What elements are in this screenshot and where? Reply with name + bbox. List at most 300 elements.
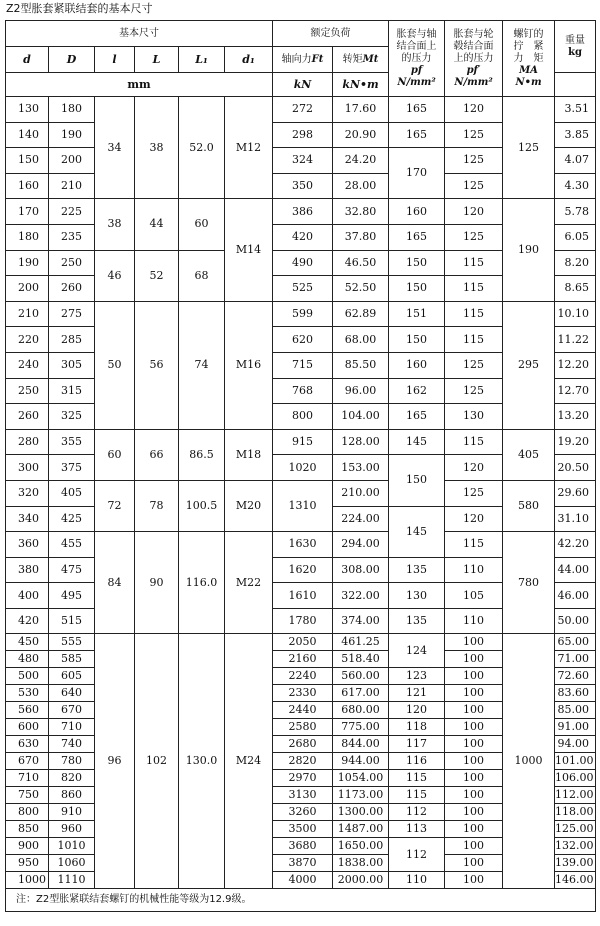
cell-l: 96 — [95, 634, 135, 889]
cell-pf: 151 — [389, 301, 445, 327]
cell-L1: 60 — [179, 199, 225, 250]
cell-pf: 123 — [389, 668, 445, 685]
cell-D: 375 — [49, 455, 95, 481]
cell-Mt: 844.00 — [333, 736, 389, 753]
cell-L1: 74 — [179, 301, 225, 429]
cell-Mt: 294.00 — [333, 532, 389, 558]
cell-d: 260 — [6, 404, 49, 430]
cell-w: 125.00 — [555, 821, 596, 838]
cell-pf2: 100 — [445, 702, 503, 719]
cell-Mt: 96.00 — [333, 378, 389, 404]
cell-D: 1010 — [49, 838, 95, 855]
cell-Mt: 1838.00 — [333, 855, 389, 872]
cell-Mt: 20.90 — [333, 122, 389, 148]
cell-d1: M14 — [225, 199, 273, 301]
cell-pf2: 125 — [445, 148, 503, 174]
header-basic-dimensions: 基本尺寸 — [6, 21, 273, 47]
table-row — [6, 634, 596, 651]
cell-w: 6.05 — [555, 224, 596, 250]
cell-Ft: 1780 — [273, 608, 333, 634]
cell-pf2: 115 — [445, 327, 503, 353]
cell-pf: 118 — [389, 719, 445, 736]
cell-D: 710 — [49, 719, 95, 736]
cell-pf2: 120 — [445, 506, 503, 532]
cell-Mt: 52.50 — [333, 276, 389, 302]
cell-w: 65.00 — [555, 634, 596, 651]
cell-Ft: 2580 — [273, 719, 333, 736]
col-d1: d₁ — [225, 47, 273, 73]
cell-w: 50.00 — [555, 608, 596, 634]
cell-d1: M18 — [225, 429, 273, 480]
cell-pf2: 115 — [445, 429, 503, 455]
dimension-table — [5, 20, 596, 912]
cell-D: 585 — [49, 651, 95, 668]
cell-pf2: 120 — [445, 97, 503, 123]
table-row — [6, 97, 596, 123]
cell-pf: 162 — [389, 378, 445, 404]
cell-Ft: 915 — [273, 429, 333, 455]
cell-D: 820 — [49, 770, 95, 787]
cell-pf: 116 — [389, 753, 445, 770]
cell-D: 670 — [49, 702, 95, 719]
cell-Ft: 3260 — [273, 804, 333, 821]
cell-D: 740 — [49, 736, 95, 753]
cell-D: 555 — [49, 634, 95, 651]
cell-w: 10.10 — [555, 301, 596, 327]
cell-w: 71.00 — [555, 651, 596, 668]
cell-D: 250 — [49, 250, 95, 276]
cell-D: 275 — [49, 301, 95, 327]
cell-pf: 150 — [389, 250, 445, 276]
cell-pf2: 100 — [445, 787, 503, 804]
cell-L: 102 — [135, 634, 179, 889]
cell-pf2: 115 — [445, 276, 503, 302]
cell-w: 85.00 — [555, 702, 596, 719]
cell-MA: 125 — [503, 97, 555, 199]
cell-l: 46 — [95, 250, 135, 301]
cell-Mt: 1054.00 — [333, 770, 389, 787]
cell-Ft: 4000 — [273, 872, 333, 889]
cell-Ft: 350 — [273, 173, 333, 199]
cell-pf: 110 — [389, 872, 445, 889]
cell-d1: M20 — [225, 480, 273, 531]
cell-L: 44 — [135, 199, 179, 250]
cell-pf2: 125 — [445, 173, 503, 199]
cell-d: 400 — [6, 583, 49, 609]
cell-pf2: 125 — [445, 352, 503, 378]
cell-pf: 160 — [389, 199, 445, 225]
cell-d: 280 — [6, 429, 49, 455]
cell-w: 29.60 — [555, 480, 596, 506]
cell-d: 240 — [6, 352, 49, 378]
cell-L1: 116.0 — [179, 532, 225, 634]
cell-pf: 135 — [389, 608, 445, 634]
cell-pf2: 100 — [445, 855, 503, 872]
cell-pf2: 100 — [445, 634, 503, 651]
cell-Ft: 800 — [273, 404, 333, 430]
cell-Ft: 599 — [273, 301, 333, 327]
cell-D: 355 — [49, 429, 95, 455]
table-row — [6, 199, 596, 225]
cell-Mt: 944.00 — [333, 753, 389, 770]
cell-d: 530 — [6, 685, 49, 702]
cell-pf2: 100 — [445, 753, 503, 770]
cell-w: 91.00 — [555, 719, 596, 736]
cell-Ft: 2680 — [273, 736, 333, 753]
cell-d: 670 — [6, 753, 49, 770]
cell-pf2: 100 — [445, 651, 503, 668]
cell-D: 495 — [49, 583, 95, 609]
unit-mm: mm — [6, 73, 273, 97]
cell-pf: 124 — [389, 634, 445, 668]
cell-Mt: 308.00 — [333, 557, 389, 583]
cell-w: 42.20 — [555, 532, 596, 558]
cell-D: 1060 — [49, 855, 95, 872]
cell-w: 12.70 — [555, 378, 596, 404]
cell-L: 78 — [135, 480, 179, 531]
cell-L: 90 — [135, 532, 179, 634]
cell-d: 480 — [6, 651, 49, 668]
cell-Mt: 37.80 — [333, 224, 389, 250]
header-weight: 重量 kg — [555, 21, 596, 73]
cell-d: 140 — [6, 122, 49, 148]
cell-Mt: 68.00 — [333, 327, 389, 353]
cell-D: 225 — [49, 199, 95, 225]
cell-w: 5.78 — [555, 199, 596, 225]
table-row — [6, 429, 596, 455]
cell-D: 200 — [49, 148, 95, 174]
cell-pf2: 100 — [445, 685, 503, 702]
cell-w: 31.10 — [555, 506, 596, 532]
cell-d: 160 — [6, 173, 49, 199]
cell-Mt: 374.00 — [333, 608, 389, 634]
cell-pf: 115 — [389, 787, 445, 804]
cell-pf2: 120 — [445, 199, 503, 225]
cell-d: 560 — [6, 702, 49, 719]
cell-d: 900 — [6, 838, 49, 855]
cell-w: 8.20 — [555, 250, 596, 276]
cell-d: 200 — [6, 276, 49, 302]
cell-d: 220 — [6, 327, 49, 353]
cell-D: 285 — [49, 327, 95, 353]
cell-w: 4.30 — [555, 173, 596, 199]
cell-MA: 580 — [503, 480, 555, 531]
cell-MA: 295 — [503, 301, 555, 429]
cell-D: 325 — [49, 404, 95, 430]
cell-L: 38 — [135, 97, 179, 199]
cell-MA: 1000 — [503, 634, 555, 889]
cell-D: 780 — [49, 753, 95, 770]
cell-w: 3.51 — [555, 97, 596, 123]
cell-d: 1000 — [6, 872, 49, 889]
cell-Mt: 1173.00 — [333, 787, 389, 804]
cell-Ft: 1610 — [273, 583, 333, 609]
cell-Ft: 3500 — [273, 821, 333, 838]
cell-Mt: 518.40 — [333, 651, 389, 668]
cell-D: 605 — [49, 668, 95, 685]
cell-Ft: 2820 — [273, 753, 333, 770]
cell-w: 72.60 — [555, 668, 596, 685]
cell-Mt: 775.00 — [333, 719, 389, 736]
cell-D: 315 — [49, 378, 95, 404]
cell-Ft: 298 — [273, 122, 333, 148]
cell-Ft: 1310 — [273, 480, 333, 531]
cell-pf2: 100 — [445, 668, 503, 685]
cell-d: 450 — [6, 634, 49, 651]
cell-Mt: 85.50 — [333, 352, 389, 378]
cell-pf2: 120 — [445, 455, 503, 481]
cell-L1: 100.5 — [179, 480, 225, 531]
cell-pf: 130 — [389, 583, 445, 609]
cell-pf: 145 — [389, 429, 445, 455]
cell-d: 210 — [6, 301, 49, 327]
col-axial-force: 轴向力Ft — [273, 47, 333, 73]
table-body — [6, 97, 596, 889]
cell-w: 83.60 — [555, 685, 596, 702]
cell-Ft: 2970 — [273, 770, 333, 787]
cell-Mt: 680.00 — [333, 702, 389, 719]
cell-Ft: 324 — [273, 148, 333, 174]
cell-pf2: 100 — [445, 872, 503, 889]
cell-pf2: 100 — [445, 804, 503, 821]
cell-Ft: 525 — [273, 276, 333, 302]
cell-Ft: 715 — [273, 352, 333, 378]
cell-w: 118.00 — [555, 804, 596, 821]
cell-d: 380 — [6, 557, 49, 583]
cell-w: 112.00 — [555, 787, 596, 804]
cell-Mt: 28.00 — [333, 173, 389, 199]
cell-Ft: 1630 — [273, 532, 333, 558]
cell-L: 66 — [135, 429, 179, 480]
cell-d: 950 — [6, 855, 49, 872]
cell-Mt: 210.00 — [333, 480, 389, 506]
cell-pf: 135 — [389, 557, 445, 583]
cell-d: 180 — [6, 224, 49, 250]
cell-d: 170 — [6, 199, 49, 225]
cell-Ft: 3870 — [273, 855, 333, 872]
cell-D: 210 — [49, 173, 95, 199]
cell-d: 340 — [6, 506, 49, 532]
cell-Ft: 2050 — [273, 634, 333, 651]
cell-D: 640 — [49, 685, 95, 702]
cell-Ft: 768 — [273, 378, 333, 404]
cell-pf2: 100 — [445, 838, 503, 855]
cell-Ft: 2160 — [273, 651, 333, 668]
cell-Ft: 2440 — [273, 702, 333, 719]
cell-d1: M22 — [225, 532, 273, 634]
cell-D: 190 — [49, 122, 95, 148]
cell-Mt: 560.00 — [333, 668, 389, 685]
cell-w: 13.20 — [555, 404, 596, 430]
header-pressure-shaft: 胀套与轴 结合面上 的压力 pf N/mm² — [389, 21, 445, 97]
col-L: L — [135, 47, 179, 73]
cell-pf: 160 — [389, 352, 445, 378]
cell-pf: 165 — [389, 97, 445, 123]
cell-D: 235 — [49, 224, 95, 250]
cell-Mt: 62.89 — [333, 301, 389, 327]
cell-l: 50 — [95, 301, 135, 429]
cell-pf: 150 — [389, 455, 445, 506]
cell-pf2: 105 — [445, 583, 503, 609]
cell-MA: 190 — [503, 199, 555, 301]
cell-pf2: 115 — [445, 250, 503, 276]
cell-w: 146.00 — [555, 872, 596, 889]
cell-Ft: 3130 — [273, 787, 333, 804]
cell-D: 405 — [49, 480, 95, 506]
cell-Mt: 153.00 — [333, 455, 389, 481]
cell-D: 455 — [49, 532, 95, 558]
cell-pf: 120 — [389, 702, 445, 719]
cell-D: 910 — [49, 804, 95, 821]
cell-d: 600 — [6, 719, 49, 736]
cell-l: 34 — [95, 97, 135, 199]
cell-d: 710 — [6, 770, 49, 787]
cell-d: 360 — [6, 532, 49, 558]
cell-w: 3.85 — [555, 122, 596, 148]
cell-d1: M12 — [225, 97, 273, 199]
unit-kN: kN — [273, 73, 333, 97]
cell-Ft: 490 — [273, 250, 333, 276]
cell-pf2: 100 — [445, 770, 503, 787]
cell-pf2: 130 — [445, 404, 503, 430]
cell-Mt: 1650.00 — [333, 838, 389, 855]
table-row — [6, 532, 596, 558]
cell-pf2: 110 — [445, 608, 503, 634]
cell-D: 960 — [49, 821, 95, 838]
cell-d1: M24 — [225, 634, 273, 889]
cell-w: 19.20 — [555, 429, 596, 455]
cell-MA: 405 — [503, 429, 555, 480]
cell-pf2: 100 — [445, 719, 503, 736]
cell-pf2: 115 — [445, 301, 503, 327]
cell-w: 11.22 — [555, 327, 596, 353]
cell-d1: M16 — [225, 301, 273, 429]
cell-l: 60 — [95, 429, 135, 480]
cell-d: 420 — [6, 608, 49, 634]
cell-D: 860 — [49, 787, 95, 804]
cell-pf2: 125 — [445, 480, 503, 506]
cell-pf2: 125 — [445, 122, 503, 148]
cell-Mt: 617.00 — [333, 685, 389, 702]
table-row — [6, 301, 596, 327]
cell-d: 130 — [6, 97, 49, 123]
footnote: 注：Z2型胀紧联结套螺钉的机械性能等级为12.9级。 — [6, 889, 596, 912]
cell-Ft: 272 — [273, 97, 333, 123]
cell-w: 139.00 — [555, 855, 596, 872]
cell-Mt: 2000.00 — [333, 872, 389, 889]
cell-w: 94.00 — [555, 736, 596, 753]
cell-pf: 165 — [389, 122, 445, 148]
unit-kNm: kN•m — [333, 73, 389, 97]
cell-w: 46.00 — [555, 583, 596, 609]
cell-pf: 115 — [389, 770, 445, 787]
cell-pf2: 100 — [445, 821, 503, 838]
cell-Mt: 104.00 — [333, 404, 389, 430]
unit-weight-blank — [555, 73, 596, 97]
col-torque: 转矩Mt — [333, 47, 389, 73]
cell-Ft: 386 — [273, 199, 333, 225]
cell-L1: 130.0 — [179, 634, 225, 889]
cell-d: 300 — [6, 455, 49, 481]
cell-pf2: 115 — [445, 532, 503, 558]
cell-pf: 113 — [389, 821, 445, 838]
cell-pf: 112 — [389, 804, 445, 821]
cell-D: 305 — [49, 352, 95, 378]
header-screw-torque: 螺钉的 拧 紧 力 矩 MA N•m — [503, 21, 555, 97]
table-row — [6, 480, 596, 506]
cell-w: 101.00 — [555, 753, 596, 770]
cell-pf: 165 — [389, 224, 445, 250]
cell-d: 250 — [6, 378, 49, 404]
cell-Mt: 128.00 — [333, 429, 389, 455]
cell-Ft: 1020 — [273, 455, 333, 481]
cell-L1: 68 — [179, 250, 225, 301]
col-l: l — [95, 47, 135, 73]
cell-Mt: 17.60 — [333, 97, 389, 123]
cell-d: 630 — [6, 736, 49, 753]
cell-w: 20.50 — [555, 455, 596, 481]
cell-l: 84 — [95, 532, 135, 634]
cell-Ft: 1620 — [273, 557, 333, 583]
cell-Mt: 322.00 — [333, 583, 389, 609]
cell-D: 425 — [49, 506, 95, 532]
cell-pf2: 125 — [445, 224, 503, 250]
cell-D: 475 — [49, 557, 95, 583]
cell-pf: 170 — [389, 148, 445, 199]
cell-L1: 52.0 — [179, 97, 225, 199]
cell-pf: 150 — [389, 327, 445, 353]
cell-Mt: 224.00 — [333, 506, 389, 532]
cell-d: 320 — [6, 480, 49, 506]
cell-D: 515 — [49, 608, 95, 634]
cell-pf2: 100 — [445, 736, 503, 753]
cell-d: 500 — [6, 668, 49, 685]
cell-d: 750 — [6, 787, 49, 804]
cell-D: 260 — [49, 276, 95, 302]
col-d: d — [6, 47, 49, 73]
cell-D: 1110 — [49, 872, 95, 889]
cell-Mt: 461.25 — [333, 634, 389, 651]
cell-L: 52 — [135, 250, 179, 301]
cell-Ft: 3680 — [273, 838, 333, 855]
cell-pf2: 125 — [445, 378, 503, 404]
cell-w: 106.00 — [555, 770, 596, 787]
cell-l: 38 — [95, 199, 135, 250]
cell-w: 12.20 — [555, 352, 596, 378]
cell-L1: 86.5 — [179, 429, 225, 480]
table-caption: Z2型胀套紧联结套的基本尺寸 — [6, 2, 153, 15]
cell-Mt: 1300.00 — [333, 804, 389, 821]
cell-Mt: 32.80 — [333, 199, 389, 225]
col-L1: L₁ — [179, 47, 225, 73]
cell-pf: 150 — [389, 276, 445, 302]
cell-D: 180 — [49, 97, 95, 123]
cell-Ft: 420 — [273, 224, 333, 250]
cell-Mt: 1487.00 — [333, 821, 389, 838]
cell-MA: 780 — [503, 532, 555, 634]
cell-w: 44.00 — [555, 557, 596, 583]
cell-pf: 165 — [389, 404, 445, 430]
cell-Ft: 620 — [273, 327, 333, 353]
cell-pf: 121 — [389, 685, 445, 702]
cell-w: 8.65 — [555, 276, 596, 302]
cell-l: 72 — [95, 480, 135, 531]
col-D: D — [49, 47, 95, 73]
cell-d: 800 — [6, 804, 49, 821]
cell-d: 190 — [6, 250, 49, 276]
cell-Ft: 2330 — [273, 685, 333, 702]
cell-Ft: 2240 — [273, 668, 333, 685]
